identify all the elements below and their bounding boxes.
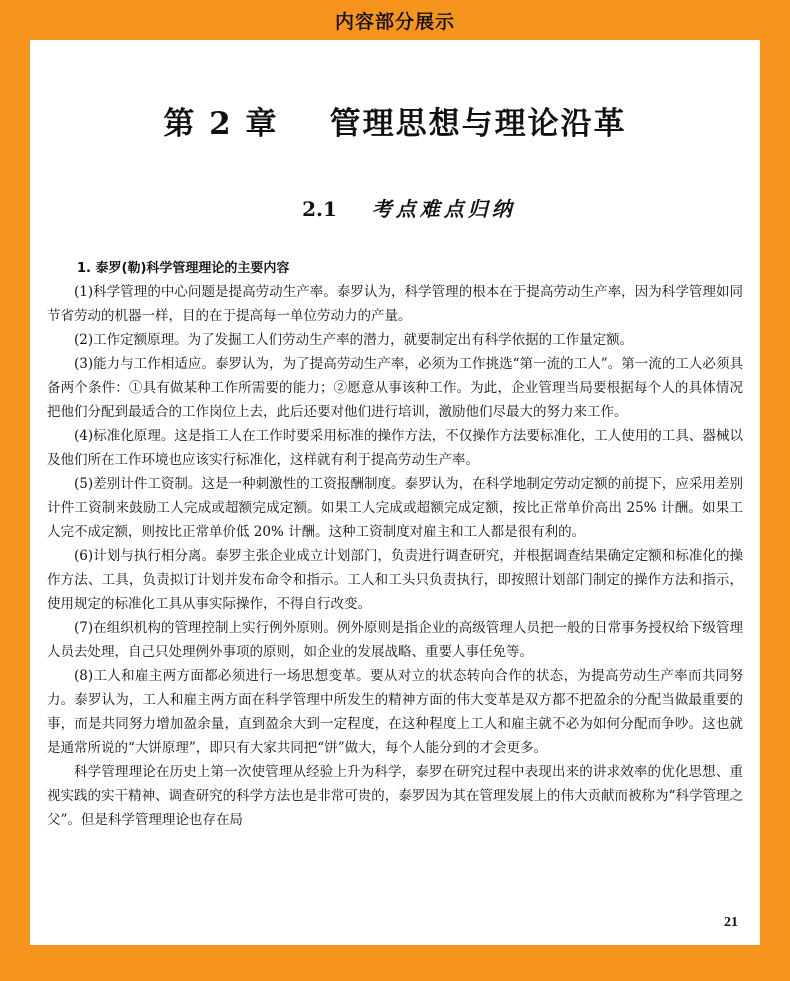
section-label: 考点难点归纳 [371, 197, 516, 221]
book-page [30, 40, 760, 945]
paragraph: (8)工人和雇主两方面都必须进行一场思想变革。要从对立的状态转向合作的状态，为提高劳动生产率而共同努力。泰罗认为，工人和雇主两方面在科学管理中所发生的精神方面的伟大变革是双方都不把盈余的分配当做最重要的事，而是共同努力增加盈余量，直到盈余大到一定程度，在这种程度上工人和雇主就不必为如何分配而争吵。这也就是通常所说的“大饼原理”，即只有大家共同把“饼”做大，每个人能分到的才会更多。 [47, 668, 743, 756]
body-text [47, 280, 743, 832]
paragraph: (6)计划与执行相分离。泰罗主张企业成立计划部门，负责进行调查研究，并根据调查结果确定定额和标准化的操作方法、工具，负责拟订计划并发布命令和指示。工人和工头只负责执行，即按照计划部门制定的操作方法和指示，使用规定的标准化工具从事实际操作，不得自行改变。 [47, 548, 743, 612]
chapter-title: 第 2 章 管理思想与理论沿革 [163, 106, 627, 142]
page-number: 21 [724, 915, 738, 930]
paragraph: (5)差别计件工资制。这是一种刺激性的工资报酬制度。泰罗认为，在科学地制定劳动定额的前提下，应采用差别计件工资制来鼓励工人完成或超额完成定额。如果工人完成或超额完成定额，按比正常单价高出 25% 计酬。如果工人完不成定额，则按比正常单价低 20% 计酬。这种工资制度对雇主和工人都是很有利的。 [47, 476, 743, 540]
section-number: 2.1 [302, 197, 337, 221]
banner-title: 内容部分展示 [334, 10, 455, 33]
paragraph: (3)能力与工作相适应。泰罗认为，为了提高劳动生产率，必须为工作挑选“第一流的工人”。第一流的工人必须具备两个条件：①具有做某种工作所需要的能力；②愿意从事该种工作。为此，企业管理当局要根据每个人的具体情况把他们分配到最适合的工作岗位上去，此后还要对他们进行培训，激励他们尽最大的努力来工作。 [47, 356, 743, 420]
paragraph: (1)科学管理的中心问题是提高劳动生产率。泰罗认为，科学管理的根本在于提高劳动生产率，因为科学管理如同节省劳动的机器一样，目的在于提高每一单位劳动力的产量。 [47, 284, 743, 324]
section-title [47, 169, 743, 246]
paragraph: 科学管理理论在历史上第一次使管理从经验上升为科学，泰罗在研究过程中表现出来的讲求效率的优化思想、重视实践的实干精神、调查研究的科学方法也是非常可贵的，泰罗因为其在管理发展上的伟大贡献而被称为“科学管理之父”。但是科学管理理论也存在局 [47, 764, 743, 828]
paragraph: (4)标准化原理。这是指工人在工作时要采用标准的操作方法，不仅操作方法要标准化，工人使用的工具、器械以及他们所在工作环境也应该实行标准化，这样就有利于提高劳动生产率。 [47, 428, 743, 468]
paragraph: (7)在组织机构的管理控制上实行例外原则。例外原则是指企业的高级管理人员把一般的日常事务授权给下级管理人员去处理，自己只处理例外事项的原则，如企业的发展战略、重要人事任免等。 [47, 620, 743, 660]
paragraph: (2)工作定额原理。为了发掘工人们劳动生产率的潜力，就要制定出有科学依据的工作量定额。 [74, 332, 634, 348]
topic-heading: 1. 泰罗(勒)科学管理理论的主要内容 [77, 261, 290, 276]
